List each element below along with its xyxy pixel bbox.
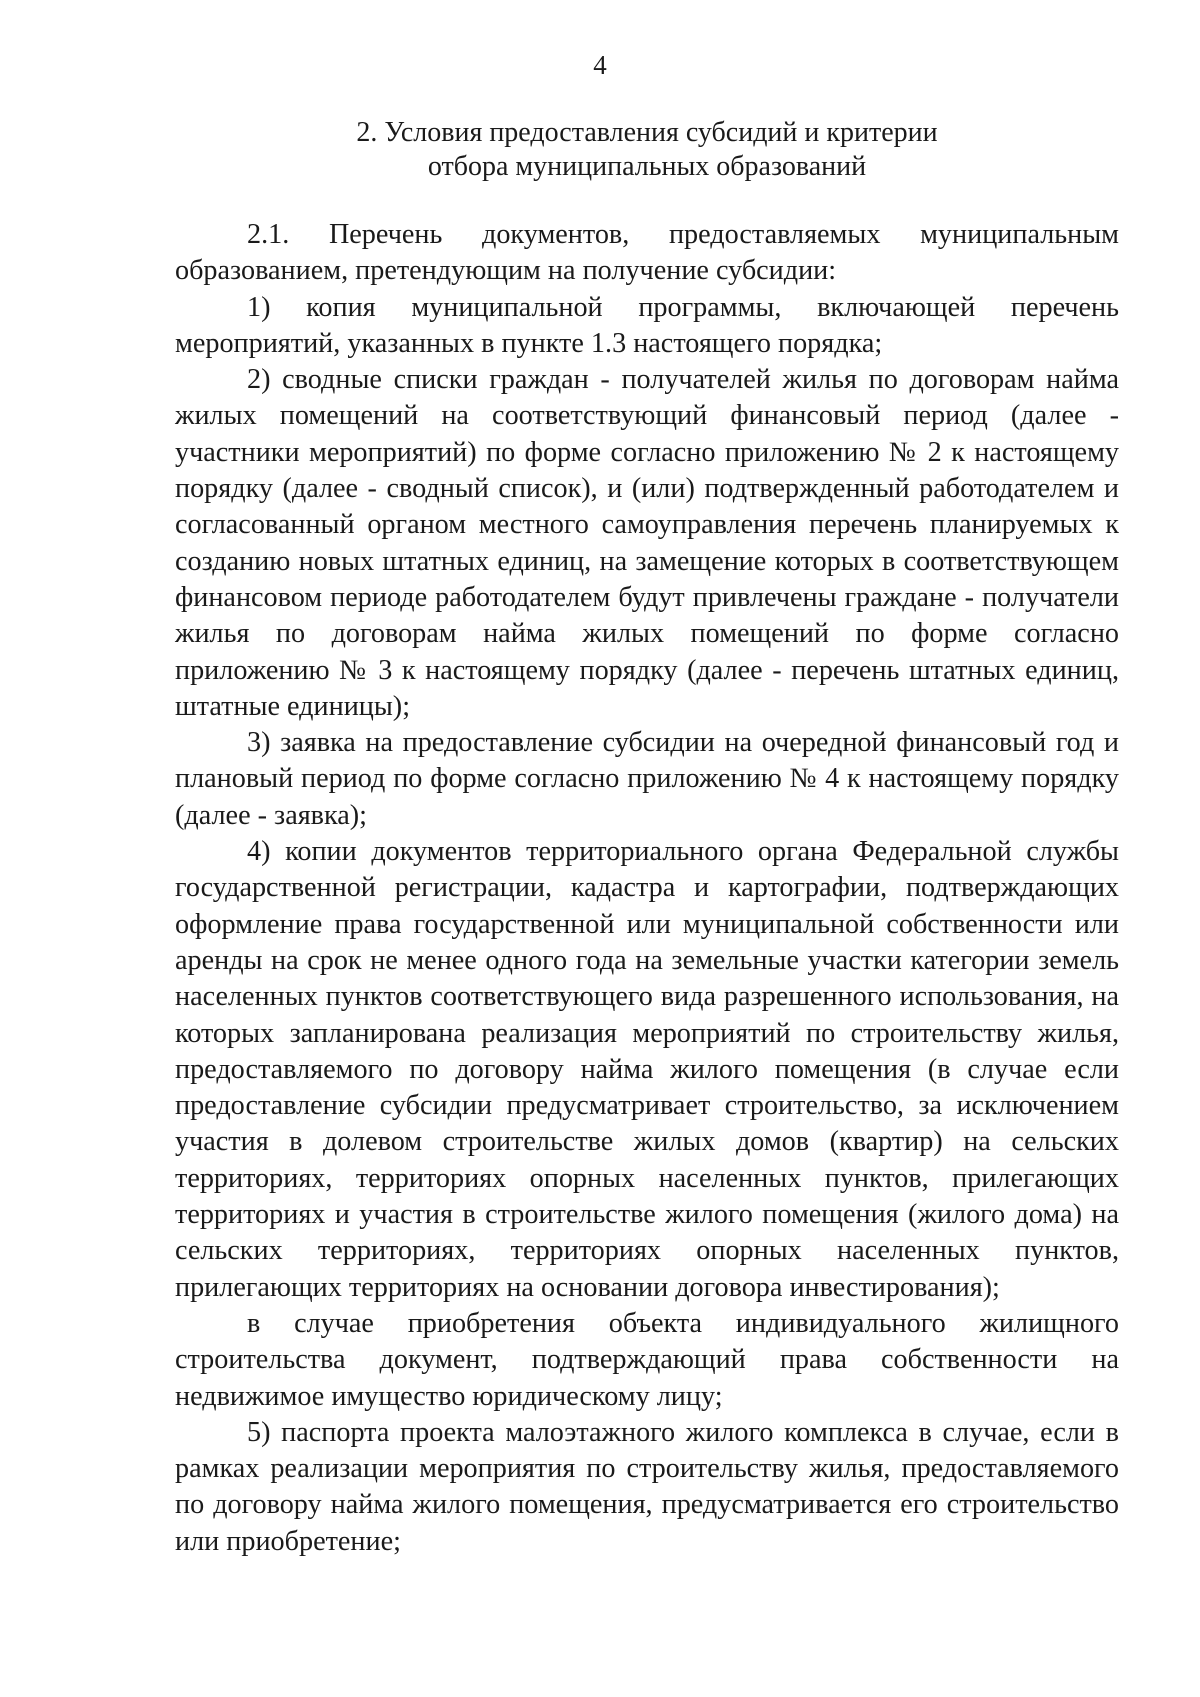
section-heading-line-2: отбора муниципальных образований (427, 151, 867, 182)
paragraph-2-1: 2.1. Перечень документов, предоставляемых муниципальным образованием, претендующим на получение субсидии: (175, 219, 1119, 287)
paragraph-item-2: 2) сводные списки граждан - получателей жилья по договорам найма жилых помещений на соответствующий финансовый период (далее - участники мероприятий) по форме согласно приложению № 2 к настоящему порядку (далее - сводный список), и (или) подтвержденный работодателем и согласованный органом местного самоуправления перечень планируемых к созданию новых штатных единиц, на замещение которых в соответствующем финансовом периоде работодателем будут привлечены граждане - получатели жилья по договорам найма жилых помещений по форме согласно приложению № 3 к настоящему порядку (далее - перечень штатных единиц, штатные единицы); (175, 364, 1119, 722)
paragraph-item-4: 4) копии документов территориального органа Федеральной службы государственной регистрации, кадастра и картографии, подтверждающих оформление права государственной или муниципальной собственности или аренды на срок не менее одного года на земельные участки категории земель населенных пунктов соответствующего вида разрешенного использования, на которых запланирована реализация мероприятий по строительству жилья, предоставляемого по договору найма жилого помещения (в случае если предоставление субсидии предусматривает строительство, за исключением участия в долевом строительстве жилых домов (квартир) на сельских территориях, территориях опорных населенных пунктов, прилегающих территориях и участия в строительстве жилого помещения (жилого дома) на сельских территориях, территориях опорных населенных пунктов, прилегающих территориях на основании договора инвестирования); (175, 836, 1119, 1303)
paragraph-item-1: 1) копия муниципальной программы, включающей перечень мероприятий, указанных в пункте 1.3 настоящего порядка; (175, 291, 1119, 359)
paragraph-item-3: 3) заявка на предоставление субсидии на очередной финансовый год и плановый период по форме согласно приложению № 4 к настоящему порядку (далее - заявка); (175, 727, 1119, 831)
paragraph-item-5: 5) паспорта проекта малоэтажного жилого комплекса в случае, если в рамках реализации мероприятия по строительству жилья, предоставляемого по договору найма жилого помещения, предусматривается его строительство или приобретение; (175, 1416, 1119, 1557)
section-heading (175, 116, 1119, 184)
document-body (175, 217, 1119, 1560)
paragraph-item-4-continuation: в случае приобретения объекта индивидуального жилищного строительства документ, подтверждающий права собственности на недвижимое имущество юридическому лицу; (175, 1307, 1119, 1412)
page-number: 4 (593, 50, 607, 80)
section-heading-line-1: 2. Условия предоставления субсидий и критерии (356, 117, 938, 148)
